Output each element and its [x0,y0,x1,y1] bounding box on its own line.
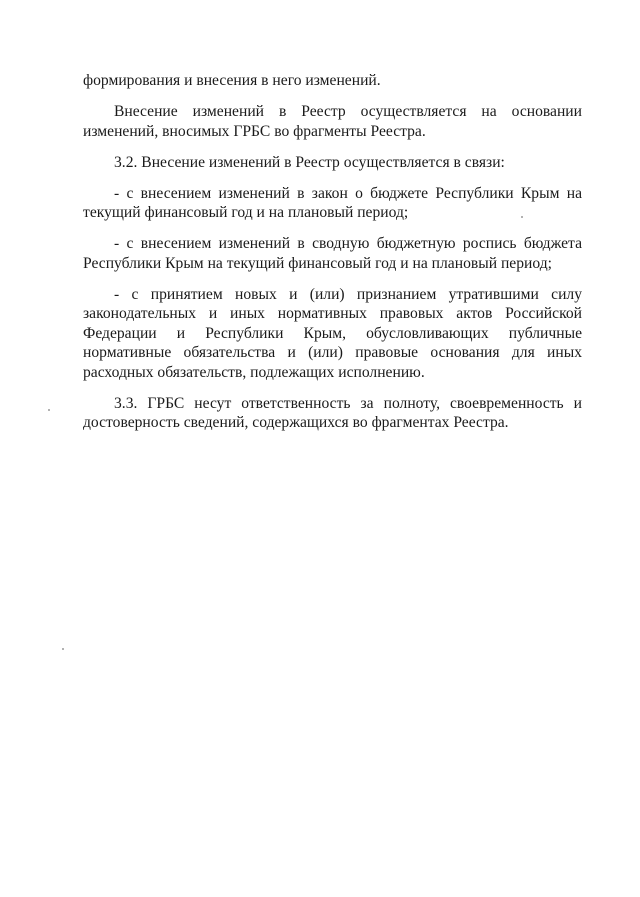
paragraph-section-3-2: 3.2. Внесение изменений в Реестр осуществляется в связи: [114,153,505,171]
scan-speck [48,409,50,411]
list-item-budget-law: - с внесением изменений в закон о бюджете Республики Крым на текущий финансовый год и на плановый период; [83,184,582,221]
document-body [83,71,582,444]
paragraph-registry-changes: Внесение изменений в Реестр осуществляется на основании изменений, вносимых ГРБС во фрагменты Реестра. [83,103,582,140]
scan-speck [521,216,523,218]
scan-speck [62,648,64,650]
list-item-budget-schedule: - с внесением изменений в сводную бюджетную роспись бюджета Республики Крым на текущий финансовый год и на плановый период; [83,235,582,272]
list-item-legal-acts: - с принятием новых и (или) признанием утратившими силу законодательных и иных нормативных правовых актов Российской Федерации и Республики Крым, обусловливающих публичные нормативные обязательства и (или) правовые основания для иных расходных обязательств, подлежащих исполнению. [83,285,582,381]
paragraph-section-3-3: 3.3. ГРБС несут ответственность за полноту, своевременность и достоверность сведений, содержащихся во фрагментах Реестра. [83,394,582,431]
paragraph-continuation: формирования и внесения в него изменений. [83,72,381,89]
